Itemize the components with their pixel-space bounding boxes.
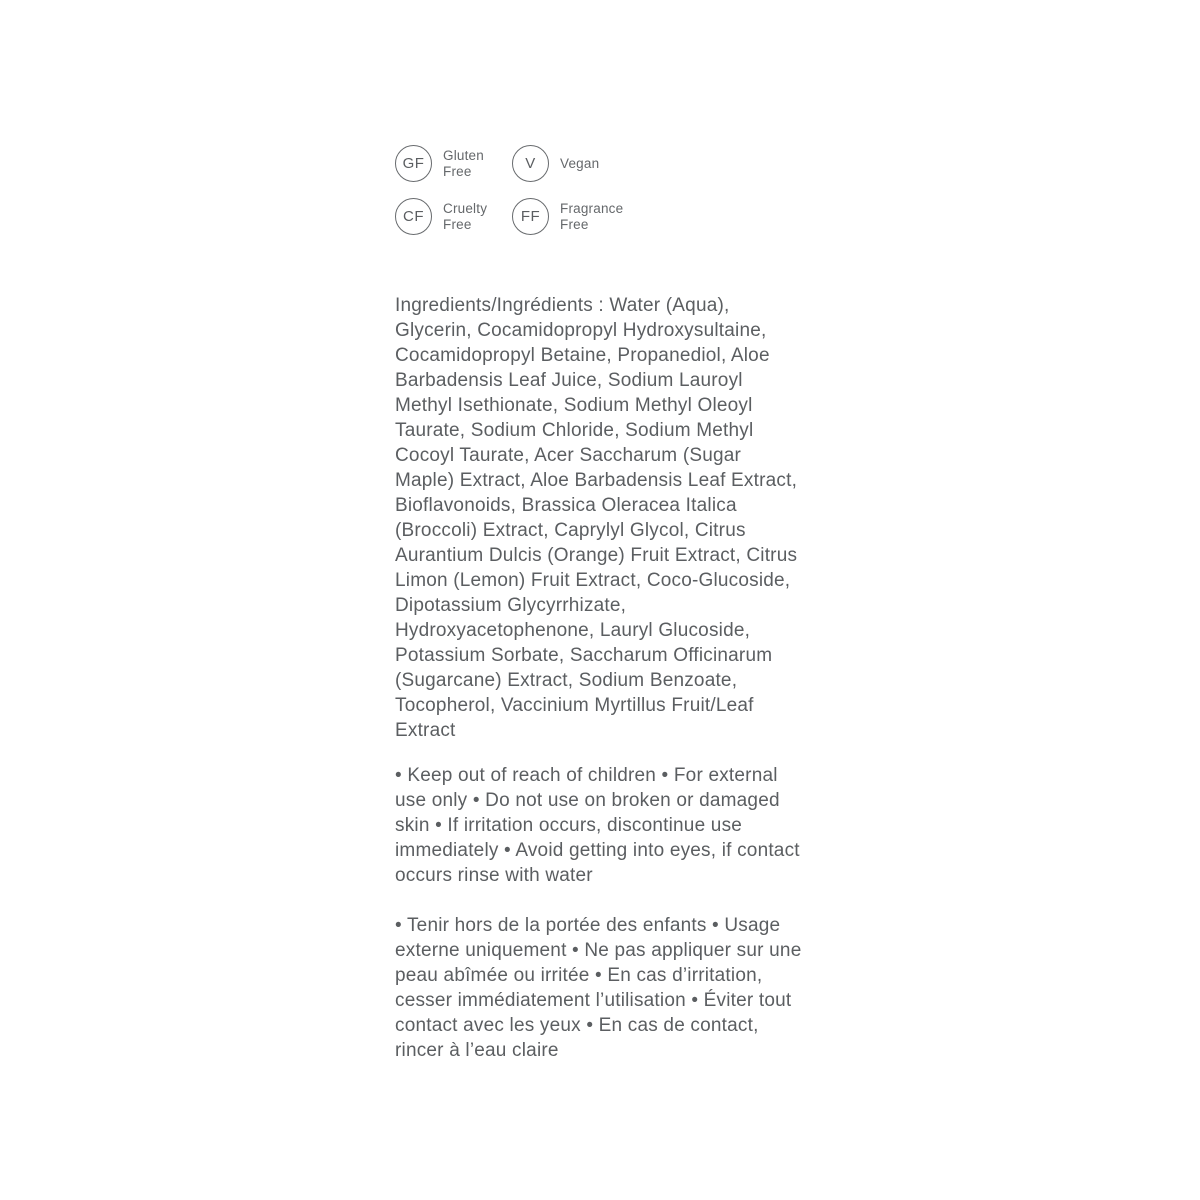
badge-label: Vegan — [560, 155, 600, 171]
badge-initials: V — [525, 155, 536, 172]
badge-label: Gluten Free — [443, 147, 484, 179]
fragrance-free-icon — [512, 198, 549, 235]
badge-initials: CF — [403, 208, 424, 225]
badge-vegan — [512, 145, 805, 182]
badge-cruelty-free — [395, 198, 512, 235]
warnings-english-text: • Keep out of reach of children • For external use only • Do not use on broken or damaged skin • If irritation occurs, discontinue use immediately • Avoid getting into eyes, if contact occurs rinse with water — [395, 765, 800, 886]
badge-label: Cruelty Free — [443, 200, 488, 232]
badge-fragrance-free — [512, 198, 805, 235]
badge-label: Fragrance Free — [560, 200, 624, 232]
attribute-badges — [395, 145, 805, 235]
ingredients-text: Ingredients/Ingrédients : Water (Aqua), Glycerin, Cocamidopropyl Hydroxysultaine, Cocamidopropyl Betaine, Propanediol, Aloe Barbadensis Leaf Juice, Sodium Lauroyl Methyl Isethionate, Sodium Methyl Oleoyl Taurate, Sodium Chloride, Sodium Methyl Cocoyl Taurate, Acer Saccharum (Sugar Maple) Extract, Aloe Barbadensis Leaf Extract, Bioflavonoids, Brassica Oleracea Italica (Broccoli) Extract, Caprylyl Glycol, Citrus Aurantium Dulcis (Orange) Fruit Extract, Citrus Limon (Lemon) Fruit Extract, Coco-Glucoside, Dipotassium Glycyrrhizate, Hydroxyacetophenone, Lauryl Glucoside, Potassium Sorbate, Saccharum Officinarum (Sugarcane) Extract, Sodium Benzoate, Tocopherol, Vaccinium Myrtillus Fruit/Leaf Extract — [395, 295, 798, 741]
badge-gluten-free — [395, 145, 512, 182]
content-column — [395, 0, 805, 1063]
badge-initials: FF — [520, 208, 541, 225]
vegan-icon — [512, 145, 549, 182]
warnings-french-text: • Tenir hors de la portée des enfants • Usage externe uniquement • Ne pas appliquer sur une peau abîmée ou irritée • En cas d’irritation, cesser immédiatement l’utilisation • Éviter tout contact avec les yeux • En cas de contact, rincer à l’eau claire — [395, 915, 802, 1061]
gluten-free-icon — [395, 145, 432, 182]
cruelty-free-icon — [395, 198, 432, 235]
badge-initials: GF — [402, 155, 425, 172]
